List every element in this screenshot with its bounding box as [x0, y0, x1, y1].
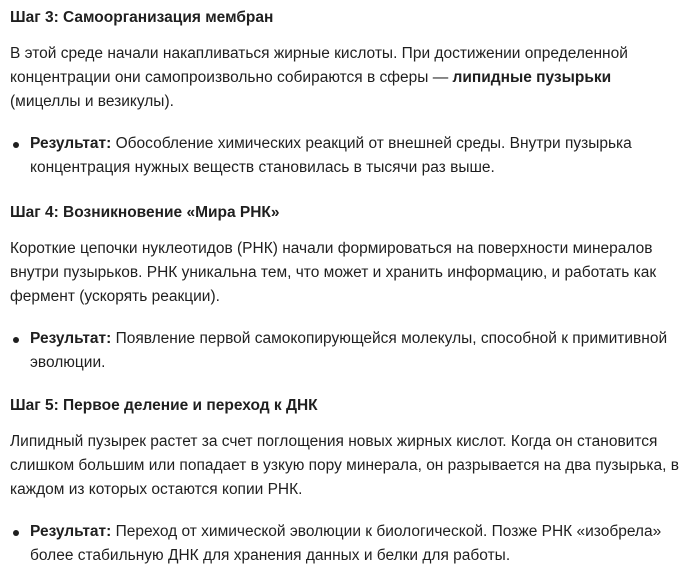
step-3-result-text: Обособление химических реакций от внешней среды. Внутри пузырька концентрация нужных веществ становилась в тысячи раз выше.	[30, 135, 632, 176]
step-3-paragraph	[10, 42, 679, 114]
bullet-dot-icon	[13, 142, 19, 148]
step-3-paragraph-tail: (мицеллы и везикулы).	[10, 93, 174, 110]
step-5-heading: Шаг 5: Первое деление и переход к ДНК	[10, 397, 318, 414]
step-4-section	[10, 180, 679, 375]
step-3-result-label: Результат:	[30, 135, 112, 152]
step-3-paragraph-bold: липидные пузырьки	[452, 69, 612, 86]
step-5-result-label: Результат:	[30, 523, 112, 540]
step-4-result-label: Результат:	[30, 330, 112, 347]
step-3-section	[10, 0, 679, 180]
step-5-result-text: Переход от химической эволюции к биологической. Позже РНК «изобрела» более стабильную ДНК для хранения данных и белки для работы.	[30, 523, 662, 564]
step-4-result-text: Появление первой самокопирующейся молекулы, способной к примитивной эволюции.	[30, 330, 668, 371]
step-4-paragraph: Короткие цепочки нуклеотидов (РНК) начали формироваться на поверхности минералов внутри пузырьков. РНК уникальна тем, что может и хранить информацию, и работать как фермент (ускорять реакции).	[10, 240, 657, 305]
step-3-heading: Шаг 3: Самоорганизация мембран	[10, 9, 274, 26]
step-4-heading: Шаг 4: Возникновение «Мира РНК»	[10, 204, 280, 221]
bullet-dot-icon	[13, 530, 19, 536]
step-3-paragraph-text: В этой среде начали накапливаться жирные кислоты. При достижении определенной концентрации они самопроизвольно собираются в сферы —	[10, 45, 628, 86]
step-3-result-item	[10, 132, 679, 180]
step-5-result-item	[10, 520, 679, 568]
step-5-section	[10, 375, 679, 568]
step-4-result-item	[10, 327, 679, 375]
step-5-paragraph: Липидный пузырек растет за счет поглощения новых жирных кислот. Когда он становится слишком большим или попадает в узкую пору минерала, он разрывается на два пузырька, в каждом из которых остаются копии РНК.	[10, 433, 679, 498]
bullet-dot-icon	[13, 337, 19, 343]
